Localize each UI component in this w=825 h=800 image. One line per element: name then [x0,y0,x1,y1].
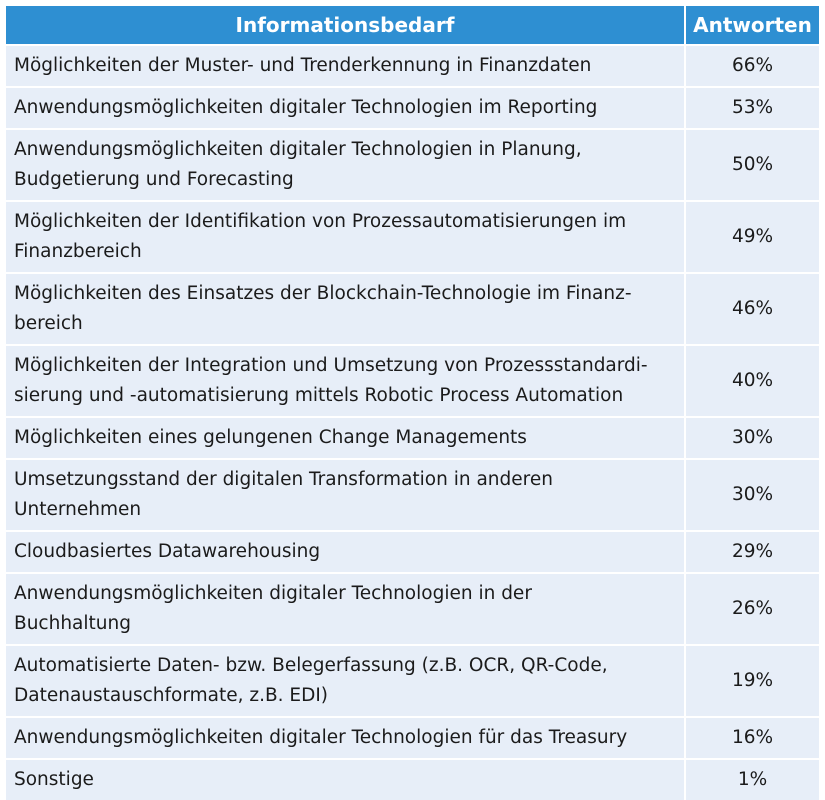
row-label: Sonstige [6,759,685,800]
row-value: 30% [685,417,819,459]
table-row [6,201,819,273]
row-label: Anwendungsmöglichkeiten digitaler Technologien im Reporting [6,87,685,129]
row-value: 29% [685,531,819,573]
row-label: Anwendungsmöglichkeiten digitaler Technologien für das Treasury [6,717,685,759]
row-label: Automatisierte Daten- bzw. Belegerfassung (z.B. OCR, QR-Code, Datenaustauschformate, z.B. EDI) [6,645,685,717]
row-label: Möglichkeiten der Integration und Umsetzung von Prozessstandardi- sierung und -automatisierung mittels Robotic Process Automation [6,345,685,417]
row-value: 30% [685,459,819,531]
row-value: 19% [685,645,819,717]
information-needs-table [6,6,819,800]
table-row [6,759,819,800]
table-row [6,345,819,417]
row-label: Möglichkeiten des Einsatzes der Blockchain-Technologie im Finanz- bereich [6,273,685,345]
row-value: 66% [685,45,819,87]
row-label: Anwendungsmöglichkeiten digitaler Technologien in der Buchhaltung [6,573,685,645]
table-row [6,129,819,201]
table-row [6,717,819,759]
row-value: 1% [685,759,819,800]
row-value: 50% [685,129,819,201]
row-label: Möglichkeiten der Muster- und Trenderkennung in Finanzdaten [6,45,685,87]
table-row [6,273,819,345]
table-row [6,645,819,717]
row-value: 46% [685,273,819,345]
table-body [6,45,819,800]
row-label: Möglichkeiten eines gelungenen Change Managements [6,417,685,459]
row-label: Anwendungsmöglichkeiten digitaler Technologien in Planung, Budgetierung und Forecasting [6,129,685,201]
table-row [6,417,819,459]
header-informationsbedarf: Informationsbedarf [6,6,685,45]
table-row [6,573,819,645]
table-row [6,531,819,573]
row-value: 16% [685,717,819,759]
header-antworten: Antworten [685,6,819,45]
row-value: 40% [685,345,819,417]
table-row [6,87,819,129]
row-value: 53% [685,87,819,129]
row-value: 49% [685,201,819,273]
row-value: 26% [685,573,819,645]
row-label: Umsetzungsstand der digitalen Transformation in anderen Unternehmen [6,459,685,531]
table-header-row [6,6,819,45]
table-row [6,459,819,531]
row-label: Cloudbasiertes Datawarehousing [6,531,685,573]
row-label: Möglichkeiten der Identifikation von Prozessautomatisierungen im Finanzbereich [6,201,685,273]
table-row [6,45,819,87]
